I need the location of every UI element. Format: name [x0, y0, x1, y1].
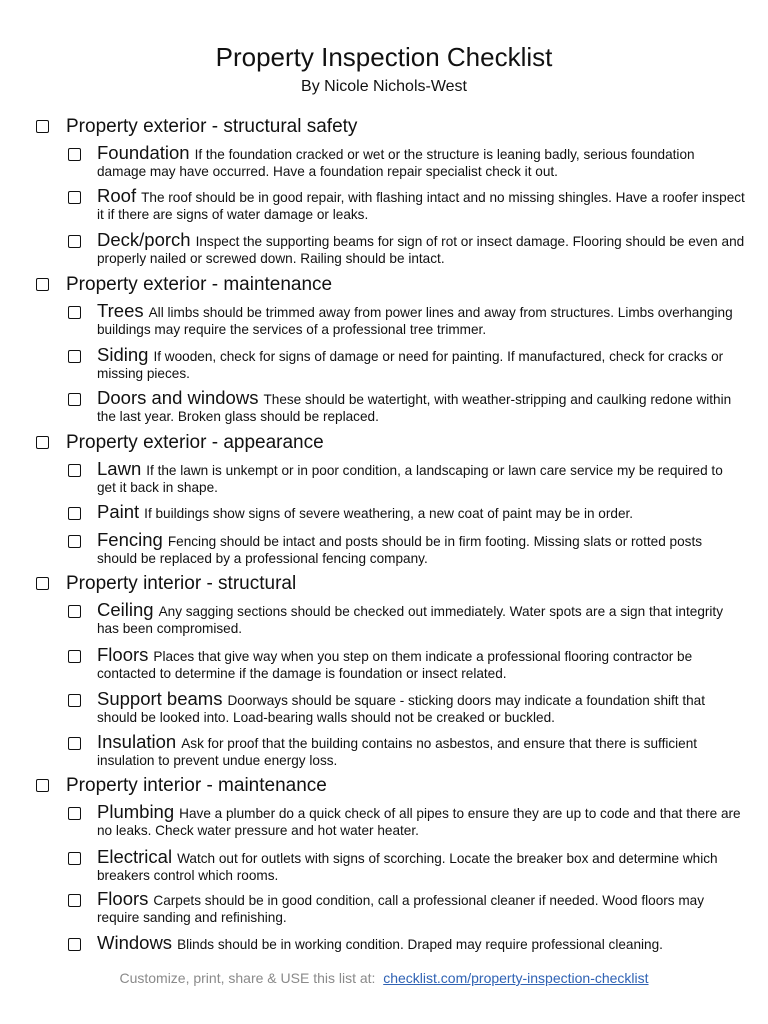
checklist-item	[97, 302, 745, 338]
checklist-item	[97, 601, 745, 637]
item-checkbox[interactable]	[68, 852, 81, 865]
item-heading: Floors	[97, 888, 149, 909]
section-checkbox[interactable]	[36, 436, 49, 449]
item-description: These should be watertight, with weather-stripping and caulking redone within the last year. Broken glass should be replaced.	[97, 392, 732, 424]
item-checkbox[interactable]	[68, 807, 81, 820]
page-title: Property Inspection Checklist	[215, 42, 553, 72]
item-heading: Roof	[97, 185, 137, 206]
footer	[0, 970, 768, 986]
item-description: If the lawn is unkempt or in poor condition, a landscaping or lawn care service my be required to get it back in shape.	[97, 463, 723, 495]
item-description: Doorways should be square - sticking doors may indicate a foundation shift that should be looked into. Load-bearing walls should not be creaked or buckled.	[97, 693, 706, 725]
section-label: Property interior - maintenance	[66, 775, 327, 796]
checklist-item	[97, 144, 745, 180]
section-label: Property interior - structural	[66, 573, 297, 594]
item-checkbox[interactable]	[68, 650, 81, 663]
checklist-item	[97, 690, 745, 726]
checklist-item	[97, 503, 745, 522]
item-checkbox[interactable]	[68, 235, 81, 248]
item-checkbox[interactable]	[68, 148, 81, 161]
item-heading: Deck/porch	[97, 229, 191, 250]
author-byline: By Nicole Nichols-West	[301, 78, 467, 95]
checklist-item	[97, 346, 745, 382]
checklist-item	[97, 848, 745, 884]
item-heading: Windows	[97, 932, 173, 953]
section-label: Property exterior - structural safety	[66, 116, 358, 137]
item-checkbox[interactable]	[68, 306, 81, 319]
item-description: If wooden, check for signs of damage or need for painting. If manufactured, check for cracks or missing pieces.	[97, 349, 724, 381]
item-heading: Lawn	[97, 458, 142, 479]
checklist-item	[97, 646, 745, 682]
item-heading: Fencing	[97, 529, 163, 550]
item-checkbox[interactable]	[68, 694, 81, 707]
item-heading: Doors and windows	[97, 387, 259, 408]
item-description: Inspect the supporting beams for sign of rot or insect damage. Flooring should be even and properly nailed or screwed down. Railing should be intact.	[97, 234, 745, 266]
item-checkbox[interactable]	[68, 507, 81, 520]
checklist-item	[97, 803, 745, 839]
checklist-item	[97, 460, 745, 496]
item-description: Watch out for outlets with signs of scorching. Locate the breaker box and determine which breakers control which rooms.	[97, 851, 718, 883]
checklist-item	[97, 934, 745, 953]
section-checkbox[interactable]	[36, 577, 49, 590]
item-checkbox[interactable]	[68, 737, 81, 750]
item-description: All limbs should be trimmed away from power lines and away from structures. Limbs overhanging buildings may require the services of a professional tree trimmer.	[97, 305, 733, 337]
checklist-item	[97, 187, 745, 223]
item-heading: Insulation	[97, 731, 177, 752]
item-heading: Trees	[97, 300, 144, 321]
item-heading: Electrical	[97, 846, 173, 867]
checklist-item	[97, 231, 745, 267]
item-checkbox[interactable]	[68, 464, 81, 477]
item-checkbox[interactable]	[68, 938, 81, 951]
item-heading: Ceiling	[97, 599, 154, 620]
item-description: If buildings show signs of severe weathering, a new coat of paint may be in order.	[144, 506, 634, 521]
item-description: Have a plumber do a quick check of all pipes to ensure they are up to code and that there are no leaks. Check water pressure and hot water heater.	[97, 806, 741, 838]
item-heading: Foundation	[97, 142, 190, 163]
item-heading: Support beams	[97, 688, 223, 709]
item-checkbox[interactable]	[68, 605, 81, 618]
item-heading: Plumbing	[97, 801, 175, 822]
item-checkbox[interactable]	[68, 191, 81, 204]
item-description: Ask for proof that the building contains no asbestos, and ensure that there is sufficient insulation to prevent undue energy loss.	[97, 736, 698, 768]
item-description: Places that give way when you step on them indicate a professional flooring contractor be contacted to determine if the damage is foundation or insect related.	[97, 649, 693, 681]
item-description: Fencing should be intact and posts should be in firm footing. Missing slats or rotted posts should be replaced by a professional fencing company.	[97, 534, 703, 566]
section-checkbox[interactable]	[36, 278, 49, 291]
checklist-item	[97, 733, 745, 769]
footer-text: Customize, print, share & USE this list at:	[119, 970, 376, 986]
item-heading: Siding	[97, 344, 149, 365]
checklist-item	[97, 531, 745, 567]
item-description: The roof should be in good repair, with flashing intact and no missing shingles. Have a roofer inspect it if there are signs of water damage or leaks.	[97, 190, 745, 222]
item-checkbox[interactable]	[68, 535, 81, 548]
item-description: If the foundation cracked or wet or the structure is leaning badly, serious foundation damage may have occurred. Have a foundation repair specialist check it out.	[97, 147, 695, 179]
item-description: Any sagging sections should be checked out immediately. Water spots are a sign that integrity has been compromised.	[97, 604, 724, 636]
section-label: Property exterior - appearance	[66, 432, 324, 453]
item-checkbox[interactable]	[68, 393, 81, 406]
item-checkbox[interactable]	[68, 894, 81, 907]
section-checkbox[interactable]	[36, 779, 49, 792]
checklist-item	[97, 389, 745, 425]
section-checkbox[interactable]	[36, 120, 49, 133]
item-description: Blinds should be in working condition. Draped may require professional cleaning.	[177, 937, 663, 952]
item-heading: Paint	[97, 501, 140, 522]
checklist-link[interactable]: checklist.com/property-inspection-checklist	[383, 970, 649, 986]
item-checkbox[interactable]	[68, 350, 81, 363]
checklist-item	[97, 890, 745, 926]
section-label: Property exterior - maintenance	[66, 274, 333, 295]
item-description: Carpets should be in good condition, call a professional cleaner if needed. Wood floors may require sanding and refinishing.	[97, 893, 705, 925]
item-heading: Floors	[97, 644, 149, 665]
